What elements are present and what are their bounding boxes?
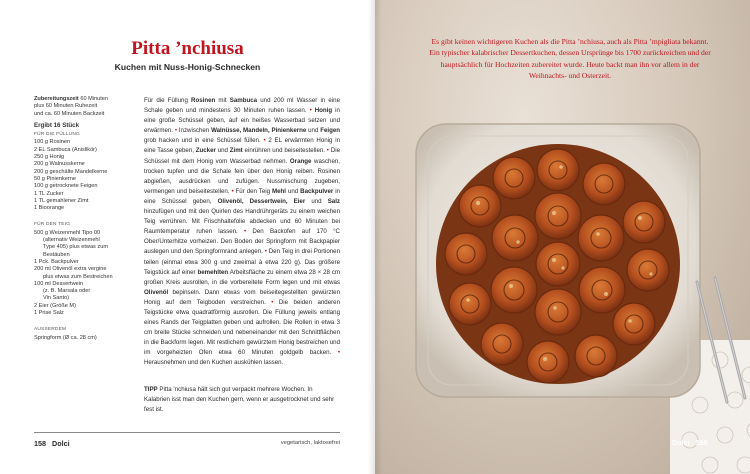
step-bullet: • [264,248,267,256]
dough-ingredient: 500 g Weizenmehl Tipo 00 [34,229,101,236]
book-gutter [368,0,382,474]
dough-ingredient: (alternativ Weizenmehl [43,237,100,244]
prep-line-1: 60 Minuten [80,96,109,102]
filling-ingredient: 1 TL gemahlener Zimt [34,197,89,204]
intro-text: Es gibt keinen wichtigeren Kuchen als die Pitta ’nchiusa, auch als Pitta ’mpigliata bekannt. Ein typischer kalabrischer Dessertkuchen, dessen Ursprünge bis 1700 zurückreichen und der hauptsächlich für Hochzeiten zubereitet wurde. Heute backt man ihn vor allem in der Weihnachts- und Osterzeit. [429,37,711,81]
dough-ingredient: 2 Eier (Größe M) [34,302,76,309]
left-page-number: 158 [34,439,46,448]
dough-ingredient: 200 ml Olivenöl extra vergine [34,266,107,273]
recipe-title: Pitta ’nchiusa [131,38,244,59]
diet-note: vegetarisch, laktosefrei [280,440,340,446]
footer-rule [34,432,340,433]
tip-box [144,385,340,415]
tip-label: TIPP [144,386,158,394]
prep-line-2: plus 60 Minuten Ruhezeit [34,103,98,110]
right-folio [672,438,708,447]
step-bullet: • [263,137,266,145]
step-bullet: • [244,228,247,236]
dough-list [34,230,138,318]
extra-item: Springform (Ø ca. 28 cm) [34,334,97,341]
filling-ingredient: 50 g Pinienkerne [34,175,76,182]
recipe-subtitle: Kuchen mit Nuss-Honig-Schnecken [114,62,261,72]
step-bullet: • [309,107,312,115]
step-bullet: • [174,127,177,135]
dough-ingredient: Vin Santo) [43,295,70,302]
filling-ingredient: 250 g Honig [34,154,65,161]
filling-ingredient: 100 g getrocknete Feigen [34,183,98,190]
right-section-name: Dolci [672,438,690,447]
yield: Ergibt 16 Stück [34,121,80,129]
dough-ingredient: 100 ml Dessertwein [34,280,84,287]
right-page-photo [375,0,750,474]
dough-ingredient: Bestäuben [43,251,70,258]
filling-ingredient: 200 g geschälte Mandelkerne [34,168,108,175]
filling-ingredient: 200 g Walnusskerne [34,161,85,168]
dough-ingredient: Type 405) plus etwas zum [43,244,108,251]
filling-ingredient: 1 Bioorange [34,205,65,212]
cutlery [687,272,750,412]
filling-ingredient: 2 EL Sambuca (Anislikör) [34,146,97,153]
filling-ingredient: 100 g Rosinen [34,139,71,146]
ingredients-column [34,96,138,342]
prep-line-3: und ca. 60 Minuten Backzeit [34,110,105,117]
dough-ingredient: 1 Prise Salz [34,310,64,317]
method-column [144,96,340,369]
method-text: Für die Füllung Rosinen mit Sambuca und 200 ml Wasser in eine Schale geben und mindestens 30 Minuten ruhen lassen. • Honig in eine große Schüssel geben, auf ein heißes Wasserbad setzen und erwärmen. • Inzwischen Walnüsse, Mandeln, Pinienkerne und Feigen grob hacken und in eine Schüssel füllen. • 2 EL erwärmten Honig in eine Tasse geben, Zucker und Zimt einrühren und beiseitestellen. • Die Schüssel mit dem Honig vom Wasserbad nehmen. Orange waschen, trocken tupfen und die Schale fein über den Honig reiben. Rosinen abgießen, ausdrücken und zufügen. Nussmischung zugeben, vermengen und beiseitestellen. • Für den Teig Mehl und Backpulver in eine Schüssel geben, Olivenöl, Dessertwein, Eier und Salz hinzufügen und mit den Quirlen des Handrührgeräts zu einem weichen Teig verrühren. Mit Frischhaltefolie abdecken und 60 Minuten bei Raumtemperatur ruhen lassen. • Den Backofen auf 170 °C Ober/Unterhitze vorheizen. Den Boden der Springform mit Backpapier auslegen und den Springformrand anlegen. • Den Teig in drei Portionen teilen (einmal etwa 300 g und zweimal à etwa 220 g). Das größere Teigstück auf einer bemehlten Arbeitsfläche zu einem etwa 28 × 28 cm großen Kreis ausrollen, in die vorbereitete Form legen und mit etwas Olivenöl bepinseln. Dann etwas vom beiseitegestellten gewürzten Honig auf dem Teigboden verstreichen. • Die beiden anderen Teigstücke etwa quadratförmig ausrollen. Die Füllung jeweils entlang eines Rands der Teigplatten geben und aufrollen. Die Rollen in etwa 3 cm breite Stücke schneiden und nebeneinander mit den Schnittflächen in die Backform legen. Mit restlichem gewürztem Honig bestreichen und im vorgeheizten Ofen etwa 60 Minuten goldgelb backen. • Herausnehmen und den Kuchen auskühlen lassen. [144,97,341,367]
dough-ingredient: 1 Pck. Backpulver [34,258,79,265]
filling-list [34,139,138,212]
dough-heading: FÜR DEN TEIG [34,222,71,228]
left-section-name: Dolci [52,439,70,448]
prep-label: Zubereitungszeit [34,96,79,102]
step-bullet: • [271,298,274,306]
cake-plate-photo [408,118,708,403]
step-bullet: • [231,187,234,195]
extra-heading: AUSSERDEM [34,327,67,333]
prep-time [34,96,138,118]
left-folio [34,439,70,448]
dough-ingredient: (z. B. Marsala oder [43,288,91,295]
step-bullet: • [326,147,329,155]
step-bullet: • [337,349,340,357]
filling-ingredient: 1 TL Zucker [34,190,64,197]
filling-heading: FÜR DIE FÜLLUNG [34,132,80,138]
right-page-number: 159 [695,438,708,447]
tip-text: Pitta ’nchiusa hält sich gut verpackt mehrere Wochen. In Kalabrien isst man den Kuchen gern, wenn er ausgetrocknet und sehr fest ist. [144,386,335,414]
dough-ingredient: plus etwas zum Bestreichen [43,273,113,280]
